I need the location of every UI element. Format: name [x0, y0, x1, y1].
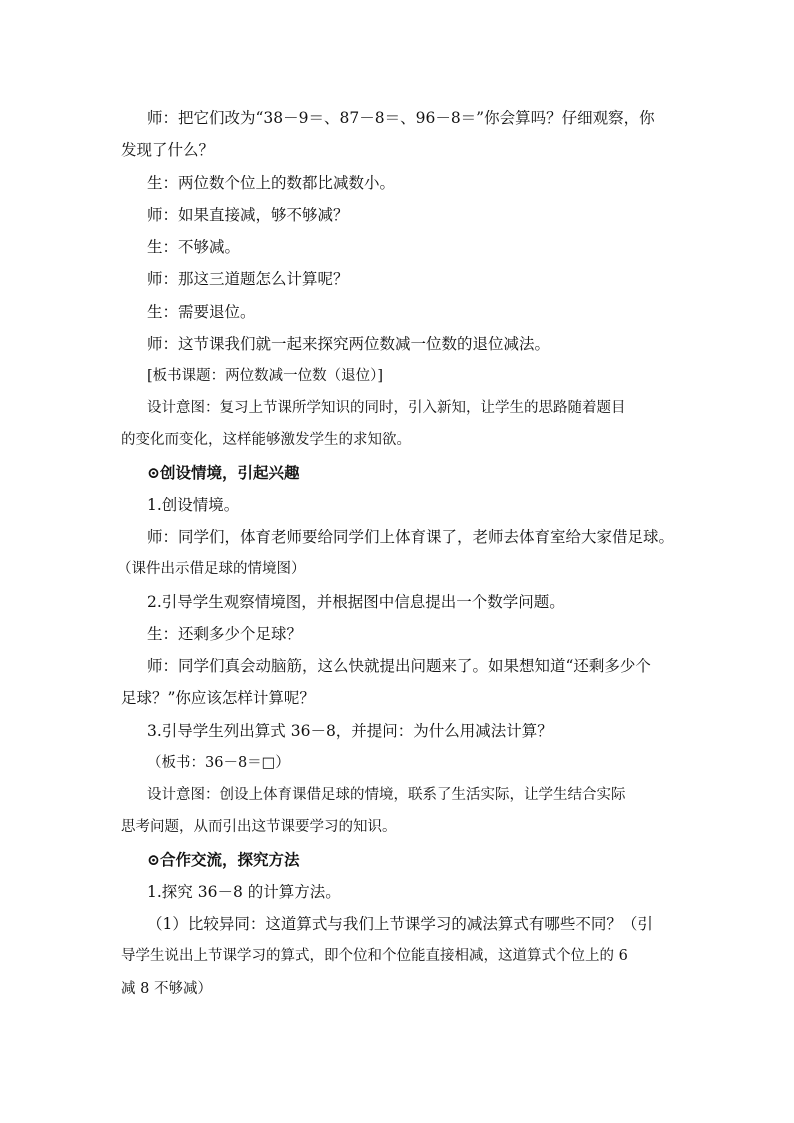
- paragraph-line: 师：那这三道题怎么计算呢？: [147, 270, 349, 288]
- paragraph-line: 减 8 不够减）: [121, 981, 212, 997]
- paragraph-line: 1.探究 36－8 的计算方法。: [147, 883, 341, 901]
- design-intent-line: 设计意图：复习上节课所学知识的同时，引入新知，让学生的思路随着题目: [147, 400, 626, 416]
- paragraph-line: 师：同学们，体育老师要给同学们上体育课了，老师去体育室给大家借足球。: [147, 528, 675, 546]
- paragraph-line: 师：这节课我们就一起来探究两位数减一位数的退位减法。: [147, 335, 551, 353]
- paragraph-line: 师：如果直接减，够不够减？: [147, 206, 349, 224]
- paragraph-line: 1.创设情境。: [147, 496, 240, 514]
- section-heading: ⊙合作交流，探究方法: [147, 850, 300, 869]
- design-intent-line: 思考问题，从而引出这节课要学习的知识。: [121, 819, 397, 835]
- design-intent-line: 设计意图：创设上体育课借足球的情境，联系了生活实际，让学生结合实际: [147, 787, 626, 803]
- paragraph-line: 生：两位数个位上的数都比减数小。: [147, 174, 396, 192]
- paragraph-line: 足球？”你应该怎样计算呢？: [121, 689, 315, 707]
- section-heading: ⊙创设情境，引起兴趣: [147, 463, 300, 482]
- paragraph-line: 导学生说出上节课学习的算式，即个位和个位能直接相减，这道算式个位上的 6: [121, 948, 628, 964]
- design-intent-line: 的变化而变化，这样能够激发学生的求知欲。: [121, 432, 411, 448]
- paragraph-line: 生：还剩多少个足球？: [147, 625, 303, 643]
- board-formula-note: （板书：36－8＝□）: [147, 755, 290, 771]
- paragraph-line: （1）比较异同：这道算式与我们上节课学习的减法算式有哪些不同？（引: [147, 915, 653, 933]
- paragraph-line: 生：需要退位。: [147, 303, 256, 321]
- paragraph-line: 发现了什么？: [121, 141, 215, 159]
- paragraph-line: 生：不够减。: [147, 238, 241, 256]
- board-title-note: [板书课题：两位数减一位数（退位）]: [147, 368, 384, 384]
- paragraph-line: 2.引导学生观察情境图，并根据图中信息提出一个数学问题。: [147, 593, 565, 611]
- courseware-note: （课件出示借足球的情境图）: [117, 561, 306, 577]
- paragraph-line: 师：同学们真会动脑筋，这么快就提出问题来了。如果想知道“还剩多少个: [147, 657, 651, 675]
- paragraph-line: 师：把它们改为“38－9＝、87－8＝、96－8＝”你会算吗？仔细观察，你: [147, 109, 655, 127]
- paragraph-line: 3.引导学生列出算式 36－8，并提问：为什么用减法计算？: [147, 722, 553, 740]
